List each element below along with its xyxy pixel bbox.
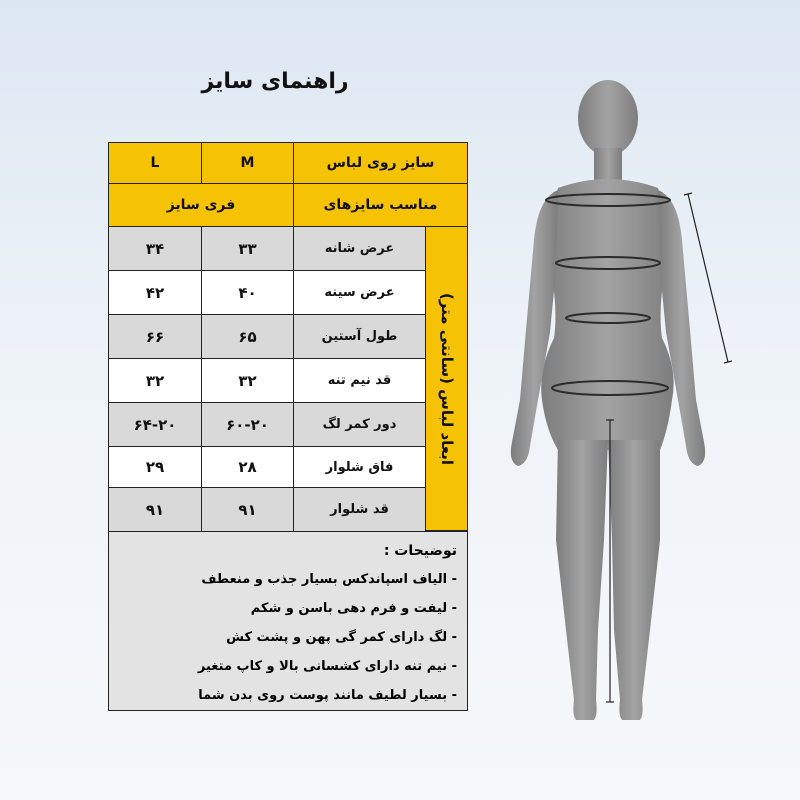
fit-label: مناسب سایزهای: [293, 183, 468, 227]
note-item: - لیفت و فرم دهی باسن و شکم: [250, 601, 457, 616]
note-item: - لگ دارای کمر گی پهن و پشت کش: [226, 630, 457, 645]
row-m-value: ۲۸: [201, 446, 294, 488]
notes-heading: توضیحات :: [383, 543, 457, 559]
row-m-value: ۹۱: [201, 487, 294, 532]
row-l-value: ۳۲: [108, 358, 202, 403]
size-l-header: L: [108, 142, 202, 184]
dimensions-side-label: [425, 226, 468, 531]
silhouette: [511, 80, 705, 720]
row-label: قد شلوار: [293, 487, 426, 532]
note-item: - بسیار لطیف مانند پوست روی بدن شما: [198, 688, 457, 703]
row-label: قد نیم تنه: [293, 358, 426, 403]
row-l-value: ۳۴: [108, 226, 202, 271]
row-l-value: ۲۹: [108, 446, 202, 488]
row-label: دور کمر لگ: [293, 402, 426, 447]
row-l-value: ۴۲: [108, 270, 202, 315]
page-title: راهنمای سایز: [201, 69, 349, 94]
row-label: عرض سینه: [293, 270, 426, 315]
row-m-value: ۳۲: [201, 358, 294, 403]
row-m-value: ۴۰: [201, 270, 294, 315]
row-m-value: ۶۰-۲۰: [201, 402, 294, 447]
row-label: طول آستین: [293, 314, 426, 359]
fit-value: فری سایز: [108, 183, 294, 227]
note-item: - نیم تنه دارای کشسانی بالا و کاپ متغیر: [197, 659, 457, 674]
body-figure-illustration: [500, 70, 760, 790]
notes-box: [108, 531, 468, 711]
sleeve-length-line: [684, 193, 732, 363]
dimensions-side-label-text: ابعاد لباس (سانتی متر): [437, 292, 456, 465]
size-m-header: M: [201, 142, 294, 184]
row-l-value: ۹۱: [108, 487, 202, 532]
note-item: - الیاف اسپاندکس بسیار جذب و منعطف: [201, 572, 457, 587]
header-label: سایز روی لباس: [293, 142, 468, 184]
row-l-value: ۶۶: [108, 314, 202, 359]
row-label: عرض شانه: [293, 226, 426, 271]
row-label: فاق شلوار: [293, 446, 426, 488]
row-l-value: ۶۴-۲۰: [108, 402, 202, 447]
row-m-value: ۶۵: [201, 314, 294, 359]
row-m-value: ۳۳: [201, 226, 294, 271]
